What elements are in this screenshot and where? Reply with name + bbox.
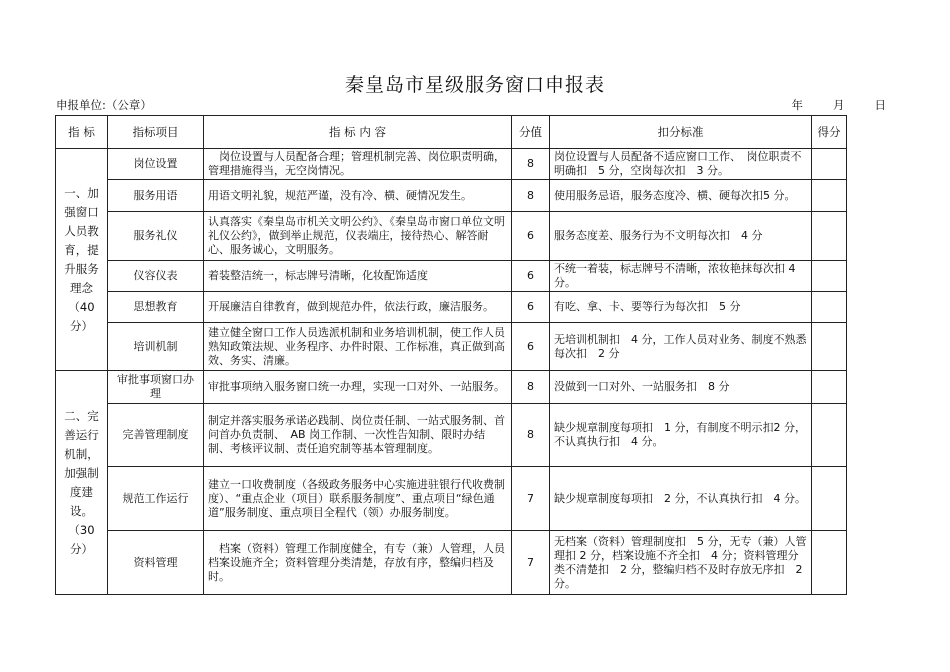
table-row bbox=[56, 404, 847, 467]
category-cell: 一、加强窗口人员教育，提升服务理念（40分） bbox=[56, 149, 108, 371]
item-cell: 规范工作运行 bbox=[108, 467, 204, 531]
table-row bbox=[56, 531, 847, 595]
points-cell: 8 bbox=[512, 149, 550, 180]
item-cell: 思想教育 bbox=[108, 292, 204, 323]
points-cell: 6 bbox=[512, 212, 550, 261]
table-row bbox=[56, 212, 847, 261]
content-cell: 开展廉洁自律教育，做到规范办件，依法行政，廉洁服务。 bbox=[204, 292, 512, 323]
date-fields bbox=[792, 97, 887, 113]
content-cell: 档案（资料）管理工作制度健全，有专（兼）人管理，人员档案设施齐全；资料管理分类清楚，存放有序，整编归档及时。 bbox=[204, 531, 512, 595]
content-cell: 着装整洁统一，标志牌号清晰，化妆配饰适度 bbox=[204, 261, 512, 292]
content-cell: 认真落实《秦皇岛市机关文明公约》、《秦皇岛市窗口单位文明礼仪公约》，做到举止规范，仪表端庄，接待热心、解答耐心、服务诚心，文明服务。 bbox=[204, 212, 512, 261]
deduction-cell: 不统一着装，标志牌号不清晰，浓妆艳抹每次扣 4 分。 bbox=[550, 261, 812, 292]
points-cell: 7 bbox=[512, 467, 550, 531]
page-title: 秦皇岛市星级服务窗口申报表 bbox=[344, 74, 605, 96]
item-cell: 仪容仪表 bbox=[108, 261, 204, 292]
header-row bbox=[56, 116, 847, 149]
content-cell: 用语文明礼貌，规范严谨，没有冷、横、硬情况发生。 bbox=[204, 180, 512, 212]
deduction-cell: 没做到一口对外、一站服务扣 8 分 bbox=[550, 371, 812, 404]
points-cell: 6 bbox=[512, 261, 550, 292]
header-score: 得分 bbox=[812, 116, 847, 149]
points-cell: 8 bbox=[512, 371, 550, 404]
deduction-cell: 岗位设置与人员配备不适应窗口工作、 岗位职责不明确扣 5 分，空岗每次扣 3 分。 bbox=[550, 149, 812, 180]
header-deduction: 扣分标准 bbox=[550, 116, 812, 149]
deduction-cell: 缺少规章制度每项扣 1 分，有制度不明示扣2 分，不认真执行扣 4 分。 bbox=[550, 404, 812, 467]
content-cell: 建立一口收费制度（各级政务服务中心实施进驻银行代收费制度）、“重点企业（项目）联系服务制度”、重点项目“绿色通道”服务制度、重点项目全程代（领）办服务制度。 bbox=[204, 467, 512, 531]
header-content: 指 标 内 容 bbox=[204, 116, 512, 149]
score-cell bbox=[812, 149, 847, 180]
score-cell bbox=[812, 371, 847, 404]
deduction-cell: 有吃、拿、卡、要等行为每次扣 5 分 bbox=[550, 292, 812, 323]
deduction-cell: 无档案（资料）管理制度扣 5 分，无专（兼）人管理扣 2 分，档案设施不齐全扣 4 分；资料管理分类不清楚扣 2 分，整编归档不及时存放无序扣 2 分。 bbox=[550, 531, 812, 595]
year-label: 年 bbox=[791, 98, 803, 112]
table-row bbox=[56, 180, 847, 212]
score-cell bbox=[812, 467, 847, 531]
item-cell: 培训机制 bbox=[108, 323, 204, 371]
table-row bbox=[56, 371, 847, 404]
application-table bbox=[55, 115, 847, 595]
score-cell bbox=[812, 292, 847, 323]
score-cell bbox=[812, 261, 847, 292]
score-cell bbox=[812, 180, 847, 212]
item-cell: 服务礼仪 bbox=[108, 212, 204, 261]
score-cell bbox=[812, 404, 847, 467]
day-label: 日 bbox=[874, 98, 886, 112]
score-cell bbox=[812, 323, 847, 371]
points-cell: 6 bbox=[512, 323, 550, 371]
deduction-cell: 缺少规章制度每项扣 2 分，不认真执行扣 4 分。 bbox=[550, 467, 812, 531]
points-cell: 8 bbox=[512, 404, 550, 467]
deduction-cell: 服务态度差、服务行为不文明每次扣 4 分 bbox=[550, 212, 812, 261]
table-row bbox=[56, 149, 847, 180]
header-item: 指标项目 bbox=[108, 116, 204, 149]
score-cell bbox=[812, 531, 847, 595]
item-cell: 审批事项窗口办理 bbox=[108, 371, 204, 404]
table-row bbox=[56, 261, 847, 292]
table-row bbox=[56, 467, 847, 531]
content-cell: 制定并落实服务承诺必践制、岗位责任制、一站式服务制、首问首办负责制、 AB 岗工作制、一次性告知制、限时办结制、考核评议制、责任追究制等基本管理制度。 bbox=[204, 404, 512, 467]
item-cell: 完善管理制度 bbox=[108, 404, 204, 467]
points-cell: 6 bbox=[512, 292, 550, 323]
header-category: 指 标 bbox=[56, 116, 108, 149]
score-cell bbox=[812, 212, 847, 261]
deduction-cell: 使用服务忌语，服务态度冷、横、硬每次扣5 分。 bbox=[550, 180, 812, 212]
deduction-cell: 无培训机制扣 4 分，工作人员对业务、制度不熟悉每次扣 2 分 bbox=[550, 323, 812, 371]
content-cell: 审批事项纳入服务窗口统一办理，实现一口对外、一站服务。 bbox=[204, 371, 512, 404]
content-cell: 岗位设置与人员配备合理；管理机制完善、岗位职责明确，管理措施得当，无空岗情况。 bbox=[204, 149, 512, 180]
table-row bbox=[56, 292, 847, 323]
table-row bbox=[56, 323, 847, 371]
header-points: 分值 bbox=[512, 116, 550, 149]
month-label: 月 bbox=[833, 98, 845, 112]
content-cell: 建立健全窗口工作人员选派机制和业务培训机制，使工作人员熟知政策法规、业务程序、办件时限、工作标准，真正做到高效、务实、清廉。 bbox=[204, 323, 512, 371]
item-cell: 资料管理 bbox=[108, 531, 204, 595]
applicant-unit-label: 申报单位:（公章） bbox=[56, 98, 152, 112]
points-cell: 8 bbox=[512, 180, 550, 212]
points-cell: 7 bbox=[512, 531, 550, 595]
item-cell: 服务用语 bbox=[108, 180, 204, 212]
item-cell: 岗位设置 bbox=[108, 149, 204, 180]
category-cell: 二、完善运行机制，加强制度建设。（30分） bbox=[56, 371, 108, 595]
